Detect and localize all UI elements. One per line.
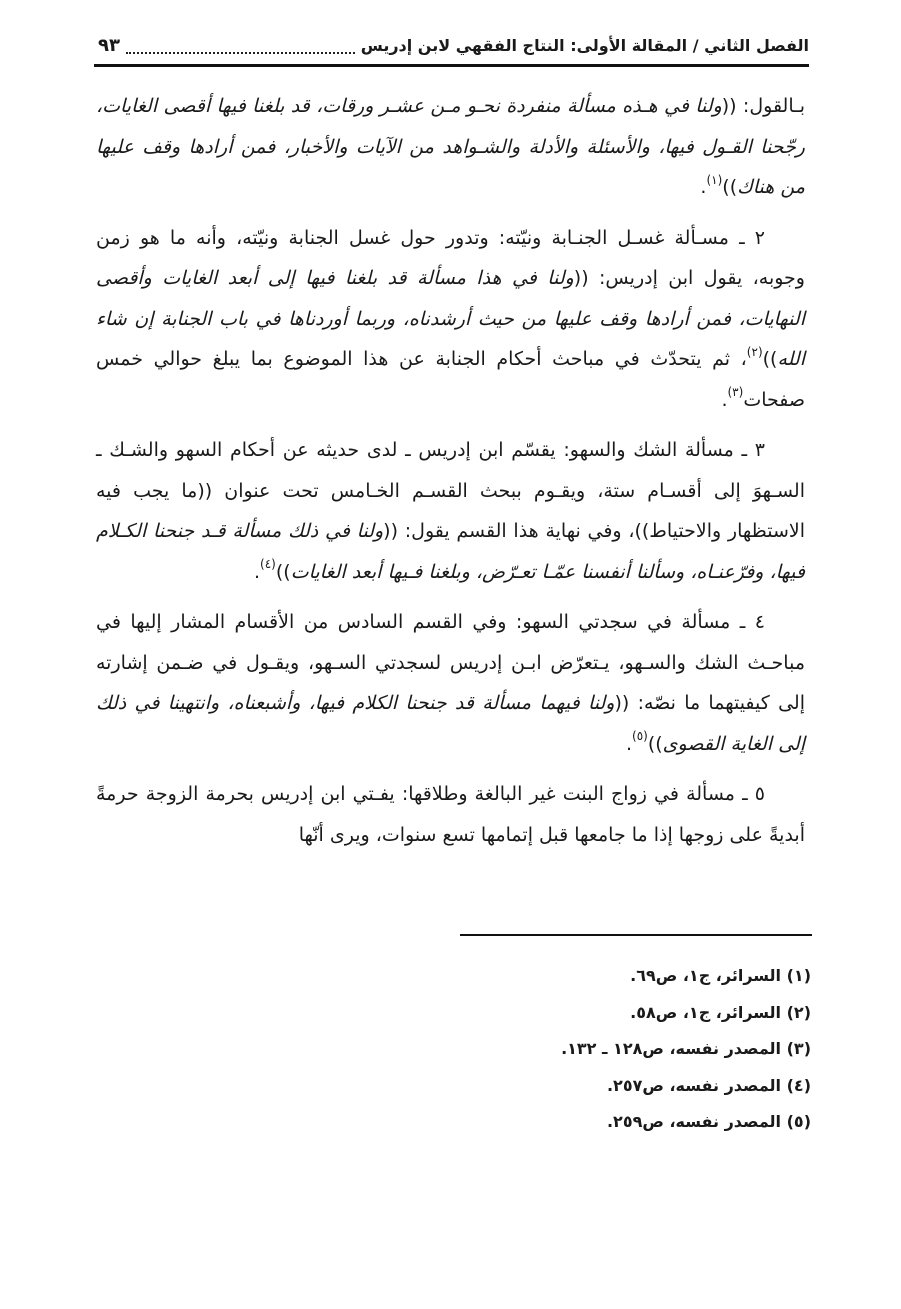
text-run: ، ثم يتحدّث في مباحث أحكام الجنابة عن هذا الموضوع بما يبلغ حوالي خمس صفحات: [96, 348, 805, 411]
footnote-item: (٥) المصدر نفسه، ص٢٥٩.: [606, 1112, 811, 1131]
text-run: )): [722, 176, 738, 198]
quoted-text: ولنا فيهما مسألة قد جنحنا الكلام فيها، وأشبعناه، وانتهينا في ذلك إلى الغاية القصوى: [96, 692, 805, 755]
footnote-marker: (٢): [746, 344, 763, 359]
footnote-item: (٣) المصدر نفسه، ص١٢٨ ـ ١٣٢.: [561, 1039, 811, 1058]
paragraph: [96, 774, 805, 855]
quoted-text: ولنا في ذلك مسألة قـد جنحنا الكـلام فيها، وفرّعنـاه، وسألنا أنفسنا عمّـا تعـرّض، وبلغنا فـيها أبعد الغايات: [96, 520, 805, 583]
header-leader-dots: [126, 42, 355, 54]
page-number: ٩٣: [98, 34, 120, 56]
footnote-marker: (٥): [632, 729, 648, 744]
quoted-text: ولنا في هذا مسألة قد بلغنا فيها إلى أبعد الغايات وأقصى النهايات، فمن أرادها وقف عليها من حيث أرشدناه، وربما أوردناها في باب الجنابة إن شاء الله: [96, 267, 805, 370]
footnote-item: (١) السرائر، ج١، ص٦٩.: [630, 966, 811, 985]
footnotes: [96, 958, 811, 1141]
paragraph: [96, 86, 805, 208]
text-run: )): [275, 560, 291, 583]
text-run: .: [625, 732, 633, 755]
footnote-marker: (١): [706, 172, 723, 187]
text-run: .: [721, 388, 728, 411]
footnote-item: (٢) السرائر، ج١، ص٥٨.: [630, 1002, 811, 1022]
text-run: ٤ ـ مسألة في سجدتي السهو: وفي القسم السادس من الأقسام المشار إليها في مباحـث الشك والسـهو، يـتعرّض ابـن إدريس لسجدتي السـهو، ويقـول في ضـمن إشارته إلى كيفيتهما ما نصّه: ((: [96, 611, 805, 714]
footnote-item: (٤) المصدر نفسه، ص٢٥٧.: [606, 1075, 811, 1095]
paragraph: [96, 218, 805, 421]
text-run: )): [762, 348, 778, 370]
header-rule: [94, 64, 809, 67]
running-header: [98, 30, 809, 60]
header-title: الفصل الثاني / المقالة الأولى: النتاج الفقهي لابن إدريس: [360, 35, 809, 55]
text-run: .: [700, 176, 707, 198]
body-text: [96, 86, 805, 865]
footnote-marker: (٤): [260, 557, 276, 572]
footnote-separator: [460, 934, 812, 936]
text-run: ٣ ـ مسألة الشك والسهو: يقسّم ابن إدريس ـ لدى حديثه عن أحكام السهو والشـك ـ السـهوَ إلى أقسـام ستة، ويقـوم ببحث القسـم الخـامس تحت عنوان ((ما يجب فيه الاستظهار والاحتياط))، وفي نهاية هذا القسم يقول: ((: [96, 439, 805, 542]
text-run: بـالقول: ((: [721, 95, 805, 117]
text-run: .: [253, 560, 261, 583]
text-run: ٢ ـ مسـألة غسـل الجنـابة ونيّته: وتدور حول غسل الجنابة ونيّته، وأنه ما هو زمن وجوبه، يقول ابن إدريس: ((: [96, 226, 805, 289]
text-run: )): [647, 732, 663, 755]
footnote-marker: (٣): [727, 385, 744, 400]
paragraph: [96, 602, 805, 764]
paragraph: [96, 430, 805, 592]
text-run: ٥ ـ مسألة في زواج البنت غير البالغة وطلاقها: يفـتي ابن إدريس بحرمة الزوجة حرمةً أبديةً على زوجها إذا ما جامعها قبل إتمامها تسع سنوات، ويرى أنّها: [96, 783, 805, 846]
quoted-text: ولنا في هـذه مسألة منفردة نحـو مـن عشـر ورقات، قد بلغنا فيها أقصى الغايات، رجّحنا القـول فيها، والأسئلة والأدلة والشـواهد من الآيات والأخبار، فمن أرادها وقف عليها من هناك: [96, 95, 805, 198]
